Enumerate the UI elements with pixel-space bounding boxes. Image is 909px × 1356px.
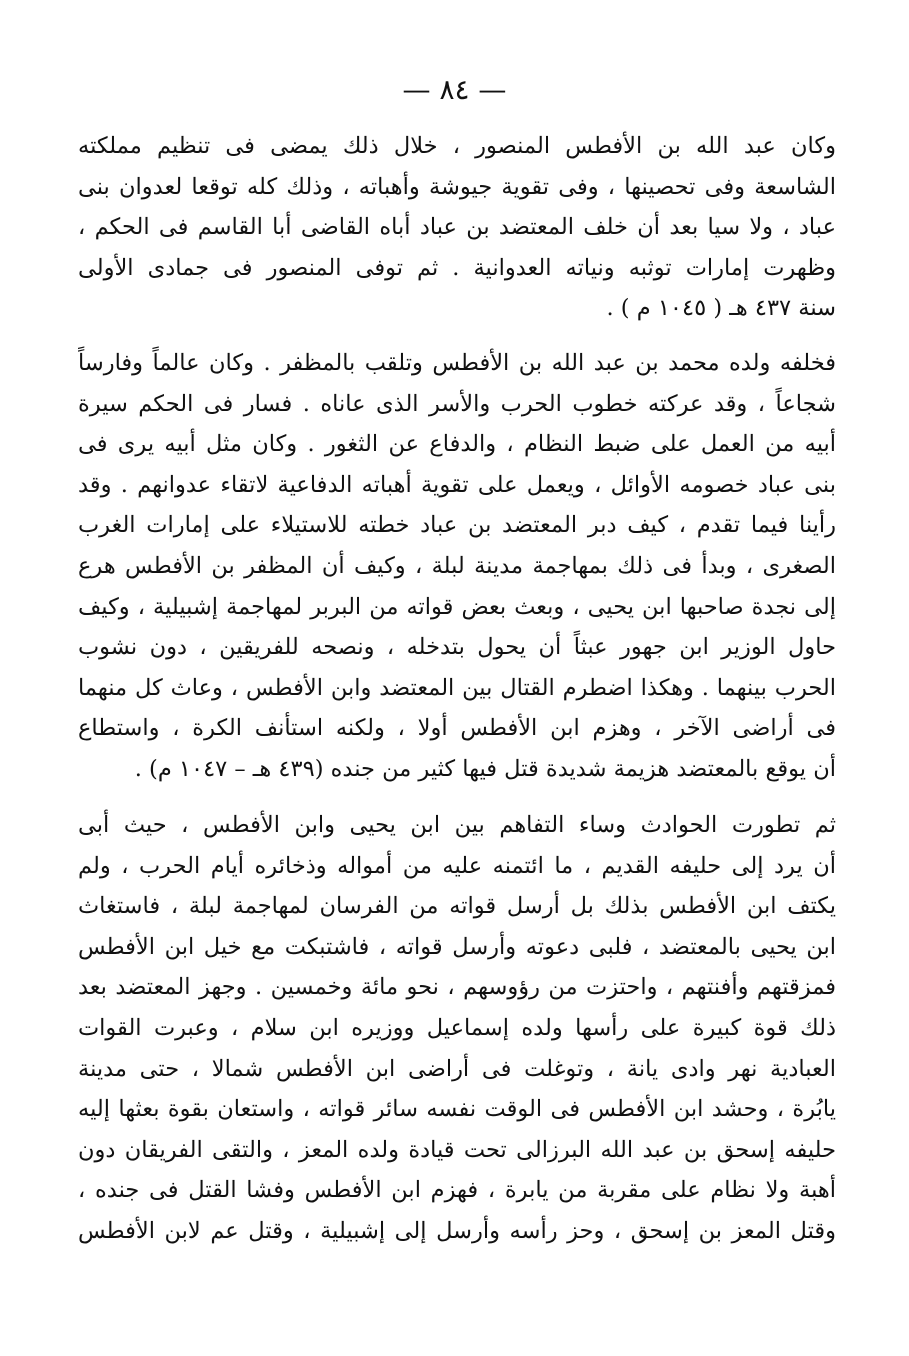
text-line: فمزقتهم وأفنتهم ، واحتزت من رؤوسهم ، نحو مائة وخمسين . وجهز المعتضد بعد — [78, 974, 836, 1001]
text-line: حاول الوزير ابن جهور عبثاً أن يحول بتدخله ، ونصحه للفريقين ، دون نشوب — [78, 634, 836, 661]
text-line: إلى نجدة صاحبها ابن يحيى ، وبعث بعض قواته من البربر لمهاجمة إشبيلية ، وكيف — [78, 593, 836, 620]
text-line: أبيه من العمل على ضبط النظام ، والدفاع عن الثغور . وكان مثل أبيه يرى فى — [78, 431, 836, 458]
text-line: الشاسعة وفى تحصينها ، وفى تقوية جيوشة وأهباته ، وذلك كله توقعا لعدوان بنى — [78, 173, 836, 200]
text-line: الصغرى ، وبدأ فى ذلك بمهاجمة مدينة لبلة ، وكيف أن المظفر بن الأفطس هرع — [78, 552, 836, 579]
text-line: أهبة ولا نظام على مقربة من يابرة ، فهزم ابن الأفطس وفشا القتل فى جنده ، — [78, 1177, 836, 1204]
text-line: الحرب بينهما . وهكذا اضطرم القتال بين المعتضد وابن الأفطس ، وعاث كل منهما — [78, 674, 836, 701]
text-line: بنى عباد خصومه الأوائل ، ويعمل على تقوية أهباته الدفاعية لاتقاء عدوانهم . وقد — [78, 471, 836, 498]
text-line: وقتل المعز بن إسحق ، وحز رأسه وأرسل إلى إشبيلية ، وقتل عم لابن الأفطس — [78, 1217, 836, 1244]
text-line: العبادية نهر وادى يانة ، وتوغلت فى أراضى ابن الأفطس شمالا ، حتى مدينة — [78, 1055, 836, 1082]
text-line: وكان عبد الله بن الأفطس المنصور ، خلال ذلك يمضى فى تنظيم مملكته — [78, 133, 836, 159]
text-line: وظهرت إمارات توثبه ونياته العدوانية . ثم توفى المنصور فى جمادى الأولى — [78, 254, 836, 281]
text-line: عباد ، ولا سيا بعد أن خلف المعتضد بن عباد أباه القاضى أبا القاسم فى الحكم ، — [78, 214, 836, 241]
text-line: يكتف ابن الأفطس بذلك بل أرسل قواته من الفرسان لمهاجمة لبلة ، فاستغاث — [78, 893, 836, 920]
text-line: ثم تطورت الحوادث وساء التفاهم بين ابن يحيى وابن الأفطس ، حيث أبى — [78, 812, 836, 838]
page-number: — ٨٤ — — [402, 73, 507, 106]
text-line: أن يرد إلى حليفه القديم ، ما ائتمنه عليه من أمواله وذخائره أيام الحرب ، ولم — [78, 852, 836, 879]
text-line: فى أراضى الآخر ، وهزم ابن الأفطس أولا ، ولكنه استأنف الكرة ، واستطاع — [78, 715, 836, 742]
text-line: يابُرة ، وحشد ابن الأفطس فى الوقت نفسه سائر قواته ، واستعان بقوة بعثها إليه — [78, 1096, 836, 1123]
paragraph-2 — [78, 343, 836, 790]
text-line: ابن يحيى بالمعتضد ، فلبى دعوته وأرسل قواته ، فاشتبكت مع خيل ابن الأفطس — [78, 933, 836, 960]
text-line: رأينا فيما تقدم ، كيف دبر المعتضد بن عباد خطته للاستيلاء على إمارات الغرب — [78, 512, 836, 539]
paragraph-3 — [78, 805, 836, 1252]
text-line: فخلفه ولده محمد بن عبد الله بن الأفطس وتلقب بالمظفر . وكان عالماً وفارساً — [78, 350, 836, 376]
text-line: حليفه إسحق بن عبد الله البرزالى تحت قيادة ولده المعز ، والتقى الفريقان دون — [78, 1136, 836, 1163]
text-line: ذلك قوة كبيرة على رأسها ولده إسماعيل ووزيره ابن سلام ، وعبرت القوات — [78, 1014, 836, 1041]
text-line: شجاعاً ، وقد عركته خطوب الحرب والأسر الذى عاناه . فسار فى الحكم سيرة — [78, 390, 836, 417]
text-line: أن يوقع بالمعتضد هزيمة شديدة قتل فيها كثير من جنده (٤٣٩ هـ – ١٠٤٧ م) . — [134, 755, 836, 782]
text-line: سنة ٤٣٧ هـ ( ١٠٤٥ م ) . — [606, 295, 836, 322]
paragraph-1 — [78, 126, 836, 329]
